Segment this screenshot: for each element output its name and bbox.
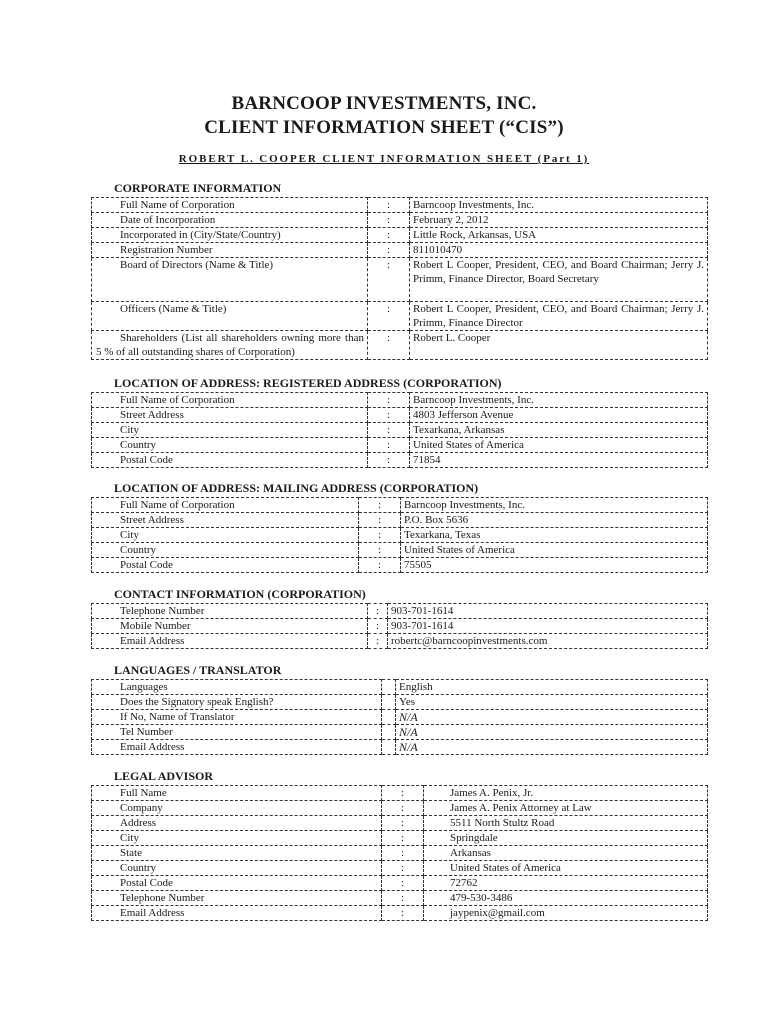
field-separator: : — [368, 408, 410, 423]
field-value: 5511 North Stultz Road — [424, 816, 708, 831]
table-row — [92, 228, 708, 243]
field-separator: : — [368, 619, 388, 634]
field-label: Country — [92, 861, 382, 876]
sheet-subtitle: ROBERT L. COOPER CLIENT INFORMATION SHEET (Part 1) — [178, 153, 590, 165]
field-value: 811010470 — [410, 243, 708, 258]
field-separator: : — [359, 528, 401, 543]
field-separator: : — [359, 498, 401, 513]
field-value: Robert L Cooper, President, CEO, and Board Chairman; Jerry J. Primm, Finance Director — [410, 302, 708, 331]
field-value: United States of America — [410, 438, 708, 453]
field-separator: : — [368, 302, 410, 331]
field-separator: : — [382, 891, 424, 906]
contact-info-table — [91, 603, 708, 649]
field-label: Registration Number — [92, 243, 368, 258]
legal-advisor-table — [91, 785, 708, 921]
field-label: Telephone Number — [92, 891, 382, 906]
table-row — [92, 861, 708, 876]
separator-cell — [382, 740, 396, 755]
field-label: Date of Incorporation — [92, 213, 368, 228]
field-value: N/A — [396, 710, 708, 725]
legal-advisor-heading: LEGAL ADVISOR — [114, 769, 214, 783]
field-value: jaypenix@gmail.com — [424, 906, 708, 921]
field-label: Shareholders (List all shareholders owning more than 5 % of all outstanding shares of Corporation) — [92, 331, 368, 360]
table-row — [92, 543, 708, 558]
mailing-address-heading: LOCATION OF ADDRESS: MAILING ADDRESS (CORPORATION) — [114, 481, 479, 495]
field-label: Postal Code — [92, 453, 368, 468]
table-row — [92, 816, 708, 831]
field-label: City — [92, 831, 382, 846]
separator-cell — [382, 725, 396, 740]
field-separator: : — [382, 906, 424, 921]
field-separator: : — [368, 423, 410, 438]
field-label: Mobile Number — [92, 619, 368, 634]
field-label: Street Address — [92, 513, 359, 528]
table-row — [92, 786, 708, 801]
table-row — [92, 213, 708, 228]
field-separator: : — [382, 831, 424, 846]
field-separator: : — [368, 438, 410, 453]
field-label: Telephone Number — [92, 604, 368, 619]
field-value: robertc@barncoopinvestments.com — [388, 634, 708, 649]
field-label: Languages — [92, 680, 382, 695]
field-separator: : — [368, 213, 410, 228]
field-label: Board of Directors (Name & Title) — [92, 258, 368, 302]
table-row — [92, 408, 708, 423]
table-row — [92, 393, 708, 408]
field-value: Springdale — [424, 831, 708, 846]
field-separator: : — [382, 801, 424, 816]
table-row — [92, 906, 708, 921]
table-row — [92, 831, 708, 846]
field-label: Email Address — [92, 906, 382, 921]
field-value: Arkansas — [424, 846, 708, 861]
field-label: Postal Code — [92, 876, 382, 891]
field-value: James A. Penix Attorney at Law — [424, 801, 708, 816]
corporate-info-table — [91, 197, 708, 360]
field-label: Company — [92, 801, 382, 816]
table-row — [92, 423, 708, 438]
field-label: Officers (Name & Title) — [92, 302, 368, 331]
field-value: 903-701-1614 — [388, 619, 708, 634]
field-separator: : — [368, 331, 410, 360]
field-label: Tel Number — [92, 725, 382, 740]
field-value: United States of America — [401, 543, 708, 558]
field-value: P.O. Box 5636 — [401, 513, 708, 528]
field-label: Full Name of Corporation — [92, 498, 359, 513]
table-row — [92, 453, 708, 468]
field-value: Robert L Cooper, President, CEO, and Board Chairman; Jerry J. Primm, Finance Director, Board Secretary — [410, 258, 708, 302]
table-row — [92, 558, 708, 573]
table-row — [92, 198, 708, 213]
registered-address-table — [91, 392, 708, 468]
field-separator: : — [368, 604, 388, 619]
field-value: 479-530-3486 — [424, 891, 708, 906]
field-value: Barncoop Investments, Inc. — [410, 198, 708, 213]
separator-cell — [382, 710, 396, 725]
registered-address-heading: LOCATION OF ADDRESS: REGISTERED ADDRESS (CORPORATION) — [114, 376, 502, 390]
corporate-info-heading: CORPORATE INFORMATION — [114, 181, 282, 195]
field-separator: : — [368, 453, 410, 468]
field-value: Barncoop Investments, Inc. — [410, 393, 708, 408]
table-row — [92, 498, 708, 513]
field-value: United States of America — [424, 861, 708, 876]
field-value: 903-701-1614 — [388, 604, 708, 619]
table-row — [92, 876, 708, 891]
field-value: N/A — [396, 740, 708, 755]
field-label: Postal Code — [92, 558, 359, 573]
languages-table — [91, 679, 708, 755]
field-value: 75505 — [401, 558, 708, 573]
field-value: N/A — [396, 725, 708, 740]
field-separator: : — [368, 198, 410, 213]
table-row — [92, 528, 708, 543]
separator-cell — [382, 695, 396, 710]
field-label: Country — [92, 438, 368, 453]
field-value: February 2, 2012 — [410, 213, 708, 228]
field-label: Email Address — [92, 740, 382, 755]
table-row — [92, 891, 708, 906]
field-separator: : — [368, 258, 410, 302]
table-row — [92, 331, 708, 360]
field-label: City — [92, 528, 359, 543]
field-value: 71854 — [410, 453, 708, 468]
field-separator: : — [359, 543, 401, 558]
company-title: BARNCOOP INVESTMENTS, INC. — [231, 93, 537, 114]
table-row — [92, 801, 708, 816]
field-separator: : — [368, 634, 388, 649]
field-separator: : — [359, 558, 401, 573]
table-row — [92, 634, 708, 649]
field-value: Yes — [396, 695, 708, 710]
sheet-title: CLIENT INFORMATION SHEET (“CIS”) — [204, 117, 564, 138]
separator-cell — [382, 680, 396, 695]
field-separator: : — [368, 228, 410, 243]
mailing-address-table — [91, 497, 708, 573]
field-label: Email Address — [92, 634, 368, 649]
field-value: 4803 Jefferson Avenue — [410, 408, 708, 423]
field-label: City — [92, 423, 368, 438]
field-value: 72762 — [424, 876, 708, 891]
table-row — [92, 710, 708, 725]
field-value: Robert L. Cooper — [410, 331, 708, 360]
field-separator: : — [368, 393, 410, 408]
languages-heading: LANGUAGES / TRANSLATOR — [114, 663, 282, 677]
field-label: If No, Name of Translator — [92, 710, 382, 725]
field-label: Address — [92, 816, 382, 831]
field-label: Street Address — [92, 408, 368, 423]
table-row — [92, 846, 708, 861]
field-separator: : — [382, 786, 424, 801]
table-row — [92, 695, 708, 710]
field-label: Full Name of Corporation — [92, 198, 368, 213]
table-row — [92, 438, 708, 453]
field-label: Country — [92, 543, 359, 558]
field-value: Texarkana, Arkansas — [410, 423, 708, 438]
field-separator: : — [382, 816, 424, 831]
table-row — [92, 243, 708, 258]
field-value: Barncoop Investments, Inc. — [401, 498, 708, 513]
field-label: Incorporated in (City/State/Country) — [92, 228, 368, 243]
table-row — [92, 258, 708, 302]
field-value: Little Rock, Arkansas, USA — [410, 228, 708, 243]
table-row — [92, 619, 708, 634]
field-label: Does the Signatory speak English? — [92, 695, 382, 710]
contact-info-heading: CONTACT INFORMATION (CORPORATION) — [114, 587, 366, 601]
table-row — [92, 680, 708, 695]
field-label: Full Name — [92, 786, 382, 801]
field-value: Texarkana, Texas — [401, 528, 708, 543]
table-row — [92, 604, 708, 619]
field-separator: : — [368, 243, 410, 258]
field-value: James A. Penix, Jr. — [424, 786, 708, 801]
field-separator: : — [382, 846, 424, 861]
table-row — [92, 513, 708, 528]
field-separator: : — [359, 513, 401, 528]
field-value: English — [396, 680, 708, 695]
field-separator: : — [382, 861, 424, 876]
field-label: State — [92, 846, 382, 861]
field-separator: : — [382, 876, 424, 891]
table-row — [92, 725, 708, 740]
table-row — [92, 740, 708, 755]
field-label: Full Name of Corporation — [92, 393, 368, 408]
table-row — [92, 302, 708, 331]
